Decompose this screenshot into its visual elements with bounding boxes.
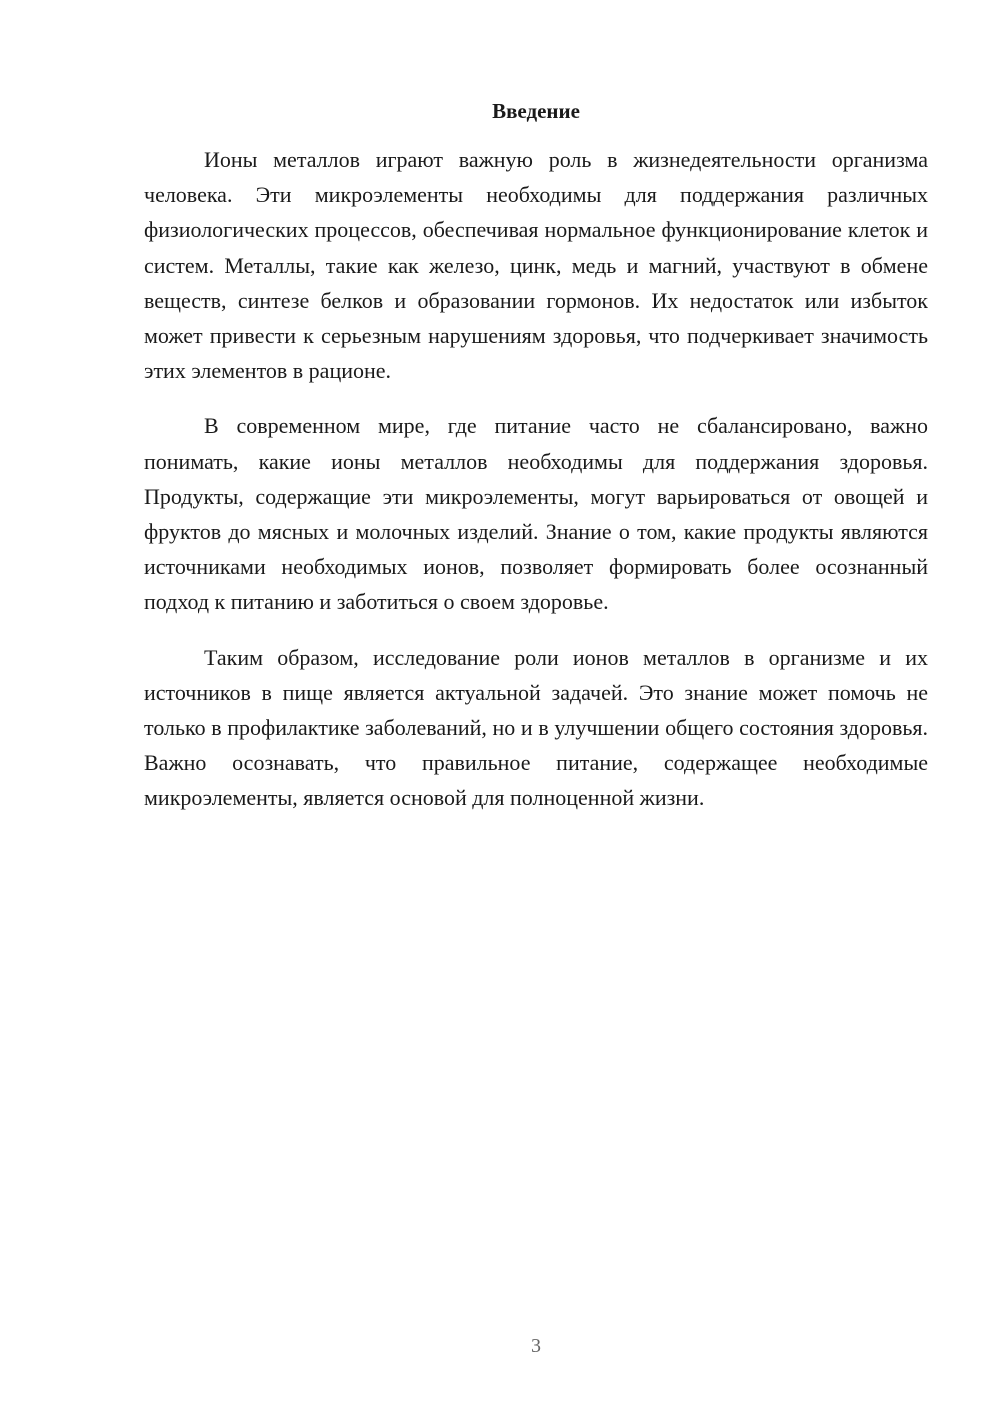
- paragraph-3: Таким образом, исследование роли ионов металлов в организме и их источников в пище является актуальной задачей. Это знание может помочь не только в профилактике заболеваний, но и в улучшении общего состояния здоровья. Важно осознавать, что правильное питание, содержащее необходимые микроэлементы, является основой для полноценной жизни.: [144, 644, 928, 811]
- page-title: Введение: [492, 99, 580, 123]
- paragraph-2: В современном мире, где питание часто не сбалансировано, важно понимать, какие ионы металлов необходимы для поддержания здоровья. Продукты, содержащие эти микроэлементы, могут варьироваться от овощей и фруктов до мясных и молочных изделий. Знание о том, какие продукты являются источниками необходимых ионов, позволяет формировать более осознанный подход к питанию и заботиться о своем здоровье.: [144, 413, 928, 615]
- paragraph-1: Ионы металлов играют важную роль в жизнедеятельности организма человека. Эти микроэлементы необходимы для поддержания различных физиологических процессов, обеспечивая нормальное функционирование клеток и систем. Металлы, такие как железо, цинк, медь и магний, участвуют в обмене веществ, синтезе белков и образовании гормонов. Их недостаток или избыток может привести к серьезным нарушениям здоровья, что подчеркивает значимость этих элементов в рационе.: [144, 147, 928, 384]
- page-number: 3: [531, 1335, 541, 1357]
- body-text: [144, 142, 928, 836]
